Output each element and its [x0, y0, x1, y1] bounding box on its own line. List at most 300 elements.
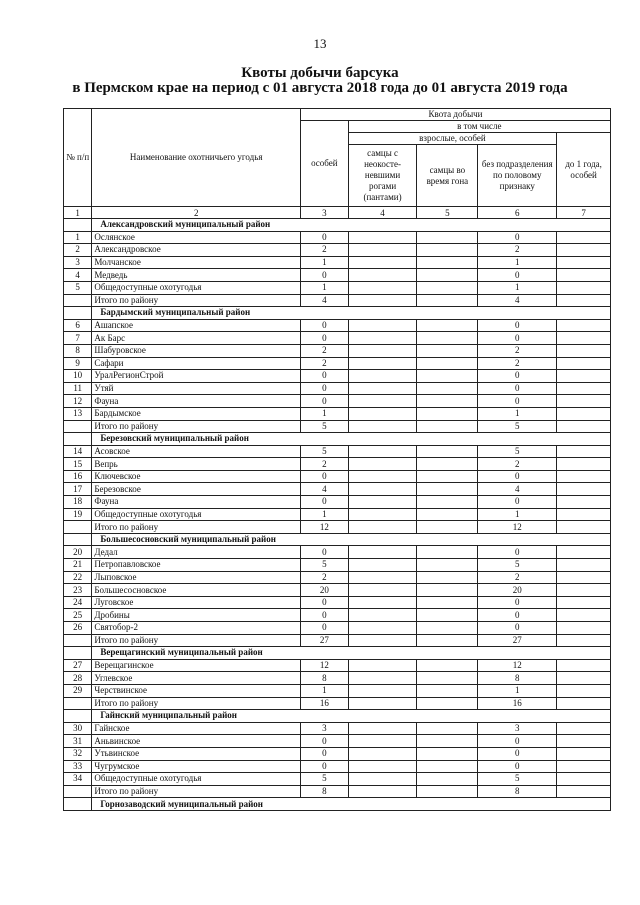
- quota-total: 0: [301, 319, 349, 332]
- header-quota: Квота добычи: [301, 109, 611, 121]
- males-rut-value: [417, 332, 478, 345]
- table-row: [64, 407, 611, 420]
- under-one-value: [557, 256, 611, 269]
- males-antlers-value: [348, 521, 417, 534]
- no-sex-split-value: 0: [478, 231, 557, 244]
- males-antlers-value: [348, 458, 417, 471]
- row-number: [64, 294, 92, 307]
- under-one-value: [557, 596, 611, 609]
- males-antlers-value: [348, 382, 417, 395]
- males-antlers-value: [348, 357, 417, 370]
- males-antlers-value: [348, 747, 417, 760]
- table-row: [64, 395, 611, 408]
- row-number: 13: [64, 407, 92, 420]
- males-antlers-value: [348, 344, 417, 357]
- hunting-ground-name: Общедоступные охотугодья: [92, 508, 301, 521]
- hunting-ground-name: Итого по району: [92, 420, 301, 433]
- under-one-value: [557, 281, 611, 294]
- row-number: 17: [64, 483, 92, 496]
- hunting-ground-name: Бардымское: [92, 407, 301, 420]
- quota-total: 5: [301, 445, 349, 458]
- row-number: 19: [64, 508, 92, 521]
- district-name: Березовский муниципальный район: [92, 433, 611, 446]
- district-name: Александровский муниципальный район: [92, 219, 611, 232]
- males-antlers-value: [348, 256, 417, 269]
- under-one-value: [557, 382, 611, 395]
- district-total-row: [64, 785, 611, 798]
- quota-total: 2: [301, 344, 349, 357]
- hunting-ground-name: Дедал: [92, 546, 301, 559]
- table-row: [64, 269, 611, 282]
- males-rut-value: [417, 420, 478, 433]
- no-sex-split-value: 5: [478, 420, 557, 433]
- table-header: [64, 109, 611, 219]
- males-antlers-value: [348, 773, 417, 786]
- males-rut-value: [417, 357, 478, 370]
- row-number: 1: [64, 231, 92, 244]
- males-antlers-value: [348, 231, 417, 244]
- males-antlers-value: [348, 672, 417, 685]
- males-rut-value: [417, 294, 478, 307]
- quota-total: 4: [301, 294, 349, 307]
- under-one-value: [557, 559, 611, 572]
- males-rut-value: [417, 609, 478, 622]
- males-antlers-value: [348, 584, 417, 597]
- males-rut-value: [417, 672, 478, 685]
- hunting-ground-name: Дробины: [92, 609, 301, 622]
- under-one-value: [557, 407, 611, 420]
- males-antlers-value: [348, 659, 417, 672]
- males-rut-value: [417, 735, 478, 748]
- males-antlers-value: [348, 785, 417, 798]
- district-name: Горнозаводский муниципальный район: [92, 798, 611, 811]
- hunting-ground-name: Ак Барс: [92, 332, 301, 345]
- row-number: 28: [64, 672, 92, 685]
- males-antlers-value: [348, 722, 417, 735]
- under-one-value: [557, 760, 611, 773]
- no-sex-split-value: 1: [478, 281, 557, 294]
- table-row: [64, 659, 611, 672]
- no-sex-split-value: 1: [478, 256, 557, 269]
- males-rut-value: [417, 319, 478, 332]
- row-number: 10: [64, 370, 92, 383]
- header-name: Наименование охотничьего угодья: [92, 109, 301, 207]
- males-rut-value: [417, 483, 478, 496]
- males-antlers-value: [348, 483, 417, 496]
- males-rut-value: [417, 747, 478, 760]
- table-row: [64, 231, 611, 244]
- row-number: 32: [64, 747, 92, 760]
- column-number: 2: [92, 207, 301, 219]
- no-sex-split-value: 12: [478, 659, 557, 672]
- row-number: [64, 521, 92, 534]
- header-males-rut: самцы во время гона: [417, 145, 478, 207]
- district-num-cell: [64, 647, 92, 660]
- row-number: 31: [64, 735, 92, 748]
- males-rut-value: [417, 521, 478, 534]
- quota-total: 12: [301, 659, 349, 672]
- hunting-ground-name: Ключевское: [92, 470, 301, 483]
- district-total-row: [64, 294, 611, 307]
- males-rut-value: [417, 596, 478, 609]
- row-number: 24: [64, 596, 92, 609]
- table-row: [64, 319, 611, 332]
- no-sex-split-value: 5: [478, 445, 557, 458]
- under-one-value: [557, 357, 611, 370]
- no-sex-split-value: 2: [478, 244, 557, 257]
- table-row: [64, 559, 611, 572]
- males-antlers-value: [348, 294, 417, 307]
- males-rut-value: [417, 760, 478, 773]
- quota-total: 20: [301, 584, 349, 597]
- row-number: 29: [64, 684, 92, 697]
- hunting-ground-name: Утьвинское: [92, 747, 301, 760]
- males-rut-value: [417, 571, 478, 584]
- row-number: [64, 697, 92, 710]
- under-one-value: [557, 458, 611, 471]
- hunting-ground-name: Аньвинское: [92, 735, 301, 748]
- males-rut-value: [417, 470, 478, 483]
- males-rut-value: [417, 407, 478, 420]
- row-number: 9: [64, 357, 92, 370]
- row-number: 5: [64, 281, 92, 294]
- table-body: [64, 219, 611, 811]
- under-one-value: [557, 231, 611, 244]
- males-rut-value: [417, 344, 478, 357]
- hunting-ground-name: Святобор-2: [92, 622, 301, 635]
- no-sex-split-value: 0: [478, 735, 557, 748]
- no-sex-split-value: 0: [478, 470, 557, 483]
- quota-total: 8: [301, 672, 349, 685]
- quota-total: 1: [301, 281, 349, 294]
- table-row: [64, 508, 611, 521]
- district-row: [64, 433, 611, 446]
- males-antlers-value: [348, 634, 417, 647]
- under-one-value: [557, 470, 611, 483]
- hunting-ground-name: Ослянское: [92, 231, 301, 244]
- header-total: особей: [301, 121, 349, 207]
- row-number: 11: [64, 382, 92, 395]
- title-line-1: Квоты добычи барсука: [241, 65, 399, 81]
- document-title: [40, 66, 600, 96]
- district-total-row: [64, 634, 611, 647]
- district-row: [64, 533, 611, 546]
- hunting-ground-name: Гайнское: [92, 722, 301, 735]
- district-name: Верещагинский муниципальный район: [92, 647, 611, 660]
- table-row: [64, 382, 611, 395]
- quota-total: 0: [301, 370, 349, 383]
- under-one-value: [557, 773, 611, 786]
- table-row: [64, 760, 611, 773]
- males-rut-value: [417, 622, 478, 635]
- table-row: [64, 244, 611, 257]
- quota-total: 0: [301, 735, 349, 748]
- males-rut-value: [417, 722, 478, 735]
- table-row: [64, 684, 611, 697]
- hunting-ground-name: Вепрь: [92, 458, 301, 471]
- hunting-ground-name: Петропавловское: [92, 559, 301, 572]
- no-sex-split-value: 0: [478, 370, 557, 383]
- under-one-value: [557, 584, 611, 597]
- under-one-value: [557, 244, 611, 257]
- header-num: № п/п: [64, 109, 92, 207]
- title-line-2: в Пермском крае на период с 01 августа 2018 года до 01 августа 2019 года: [72, 80, 568, 96]
- quota-total: 1: [301, 256, 349, 269]
- males-antlers-value: [348, 697, 417, 710]
- males-antlers-value: [348, 269, 417, 282]
- quota-total: 0: [301, 382, 349, 395]
- under-one-value: [557, 445, 611, 458]
- males-antlers-value: [348, 332, 417, 345]
- table-row: [64, 483, 611, 496]
- hunting-ground-name: Большесосновское: [92, 584, 301, 597]
- quota-total: 1: [301, 407, 349, 420]
- hunting-ground-name: Шабуровское: [92, 344, 301, 357]
- district-num-cell: [64, 307, 92, 320]
- no-sex-split-value: 0: [478, 382, 557, 395]
- males-rut-value: [417, 231, 478, 244]
- under-one-value: [557, 546, 611, 559]
- row-number: 23: [64, 584, 92, 597]
- table-row: [64, 370, 611, 383]
- column-number: 5: [417, 207, 478, 219]
- males-rut-value: [417, 584, 478, 597]
- males-antlers-value: [348, 571, 417, 584]
- quota-total: 12: [301, 521, 349, 534]
- district-total-row: [64, 420, 611, 433]
- hunting-ground-name: Медведь: [92, 269, 301, 282]
- no-sex-split-value: 0: [478, 496, 557, 509]
- under-one-value: [557, 622, 611, 635]
- no-sex-split-value: 1: [478, 684, 557, 697]
- hunting-ground-name: Итого по району: [92, 634, 301, 647]
- quota-total: 3: [301, 722, 349, 735]
- under-one-value: [557, 722, 611, 735]
- quota-total: 0: [301, 747, 349, 760]
- hunting-ground-name: Чугрумское: [92, 760, 301, 773]
- no-sex-split-value: 20: [478, 584, 557, 597]
- males-antlers-value: [348, 508, 417, 521]
- males-rut-value: [417, 244, 478, 257]
- quota-total: 0: [301, 332, 349, 345]
- under-one-value: [557, 785, 611, 798]
- no-sex-split-value: 0: [478, 395, 557, 408]
- quota-total: 2: [301, 244, 349, 257]
- hunting-ground-name: Итого по району: [92, 785, 301, 798]
- row-number: 21: [64, 559, 92, 572]
- table-row: [64, 546, 611, 559]
- under-one-value: [557, 508, 611, 521]
- quota-total: 27: [301, 634, 349, 647]
- hunting-ground-name: Общедоступные охотугодья: [92, 281, 301, 294]
- no-sex-split-value: 0: [478, 622, 557, 635]
- row-number: 2: [64, 244, 92, 257]
- under-one-value: [557, 697, 611, 710]
- table-row: [64, 735, 611, 748]
- under-one-value: [557, 370, 611, 383]
- district-row: [64, 219, 611, 232]
- males-antlers-value: [348, 281, 417, 294]
- males-rut-value: [417, 559, 478, 572]
- no-sex-split-value: 1: [478, 508, 557, 521]
- quota-total: 1: [301, 684, 349, 697]
- no-sex-split-value: 4: [478, 294, 557, 307]
- row-number: [64, 634, 92, 647]
- males-rut-value: [417, 382, 478, 395]
- row-number: 3: [64, 256, 92, 269]
- row-number: 27: [64, 659, 92, 672]
- males-rut-value: [417, 370, 478, 383]
- males-antlers-value: [348, 407, 417, 420]
- under-one-value: [557, 672, 611, 685]
- row-number: 6: [64, 319, 92, 332]
- no-sex-split-value: 0: [478, 609, 557, 622]
- row-number: 14: [64, 445, 92, 458]
- no-sex-split-value: 1: [478, 407, 557, 420]
- males-antlers-value: [348, 559, 417, 572]
- header-males-antlers: самцы с неокосте-невшими рогами (пантами): [348, 145, 417, 207]
- males-rut-value: [417, 546, 478, 559]
- no-sex-split-value: 8: [478, 785, 557, 798]
- no-sex-split-value: 0: [478, 332, 557, 345]
- district-total-row: [64, 697, 611, 710]
- district-name: Бардымский муниципальный район: [92, 307, 611, 320]
- row-number: 25: [64, 609, 92, 622]
- males-antlers-value: [348, 609, 417, 622]
- district-num-cell: [64, 533, 92, 546]
- quota-total: 8: [301, 785, 349, 798]
- quota-total: 0: [301, 546, 349, 559]
- males-rut-value: [417, 684, 478, 697]
- no-sex-split-value: 0: [478, 760, 557, 773]
- quota-total: 0: [301, 231, 349, 244]
- no-sex-split-value: 2: [478, 357, 557, 370]
- no-sex-split-value: 8: [478, 672, 557, 685]
- males-rut-value: [417, 256, 478, 269]
- district-total-row: [64, 521, 611, 534]
- row-number: 22: [64, 571, 92, 584]
- under-one-value: [557, 521, 611, 534]
- row-number: 16: [64, 470, 92, 483]
- hunting-ground-name: Черствинское: [92, 684, 301, 697]
- table-row: [64, 622, 611, 635]
- hunting-ground-name: Утяй: [92, 382, 301, 395]
- hunting-ground-name: Луговское: [92, 596, 301, 609]
- table-row: [64, 596, 611, 609]
- row-number: 33: [64, 760, 92, 773]
- row-number: 12: [64, 395, 92, 408]
- no-sex-split-value: 2: [478, 344, 557, 357]
- under-one-value: [557, 319, 611, 332]
- quota-total: 1: [301, 508, 349, 521]
- table-row: [64, 584, 611, 597]
- males-rut-value: [417, 634, 478, 647]
- males-antlers-value: [348, 760, 417, 773]
- table-row: [64, 496, 611, 509]
- quota-total: 0: [301, 470, 349, 483]
- column-number: 6: [478, 207, 557, 219]
- males-rut-value: [417, 445, 478, 458]
- header-including: в том числе: [348, 121, 610, 133]
- males-antlers-value: [348, 470, 417, 483]
- males-antlers-value: [348, 370, 417, 383]
- table-row: [64, 773, 611, 786]
- quota-total: 5: [301, 559, 349, 572]
- males-antlers-value: [348, 546, 417, 559]
- row-number: 15: [64, 458, 92, 471]
- hunting-ground-name: Ашапское: [92, 319, 301, 332]
- males-antlers-value: [348, 420, 417, 433]
- column-numbers-row: [64, 207, 611, 219]
- table-row: [64, 458, 611, 471]
- row-number: [64, 420, 92, 433]
- under-one-value: [557, 483, 611, 496]
- hunting-ground-name: Сафари: [92, 357, 301, 370]
- table-row: [64, 332, 611, 345]
- table-row: [64, 256, 611, 269]
- under-one-value: [557, 395, 611, 408]
- no-sex-split-value: 5: [478, 773, 557, 786]
- hunting-ground-name: Итого по району: [92, 697, 301, 710]
- row-number: 8: [64, 344, 92, 357]
- hunting-ground-name: Асовское: [92, 445, 301, 458]
- no-sex-split-value: 3: [478, 722, 557, 735]
- hunting-ground-name: УралРегионСтрой: [92, 370, 301, 383]
- hunting-ground-name: Лыповское: [92, 571, 301, 584]
- under-one-value: [557, 269, 611, 282]
- males-rut-value: [417, 269, 478, 282]
- table-row: [64, 344, 611, 357]
- row-number: [64, 785, 92, 798]
- no-sex-split-value: 5: [478, 559, 557, 572]
- males-rut-value: [417, 281, 478, 294]
- hunting-ground-name: Общедоступные охотугодья: [92, 773, 301, 786]
- under-one-value: [557, 332, 611, 345]
- under-one-value: [557, 747, 611, 760]
- males-antlers-value: [348, 319, 417, 332]
- column-number: 4: [348, 207, 417, 219]
- males-rut-value: [417, 458, 478, 471]
- males-antlers-value: [348, 244, 417, 257]
- hunting-ground-name: Верещагинское: [92, 659, 301, 672]
- males-rut-value: [417, 659, 478, 672]
- males-antlers-value: [348, 622, 417, 635]
- no-sex-split-value: 0: [478, 747, 557, 760]
- no-sex-split-value: 4: [478, 483, 557, 496]
- males-antlers-value: [348, 395, 417, 408]
- table-row: [64, 445, 611, 458]
- quota-total: 4: [301, 483, 349, 496]
- district-row: [64, 647, 611, 660]
- males-rut-value: [417, 785, 478, 798]
- under-one-value: [557, 684, 611, 697]
- district-name: Гайнский муниципальный район: [92, 710, 611, 723]
- district-name: Большесосновский муниципальный район: [92, 533, 611, 546]
- males-antlers-value: [348, 596, 417, 609]
- under-one-value: [557, 496, 611, 509]
- hunting-ground-name: Александровское: [92, 244, 301, 257]
- quota-total: 5: [301, 420, 349, 433]
- table-row: [64, 470, 611, 483]
- no-sex-split-value: 0: [478, 546, 557, 559]
- quota-total: 2: [301, 458, 349, 471]
- quota-total: 2: [301, 357, 349, 370]
- males-rut-value: [417, 508, 478, 521]
- row-number: 34: [64, 773, 92, 786]
- hunting-ground-name: Фауна: [92, 395, 301, 408]
- quota-total: 0: [301, 622, 349, 635]
- under-one-value: [557, 344, 611, 357]
